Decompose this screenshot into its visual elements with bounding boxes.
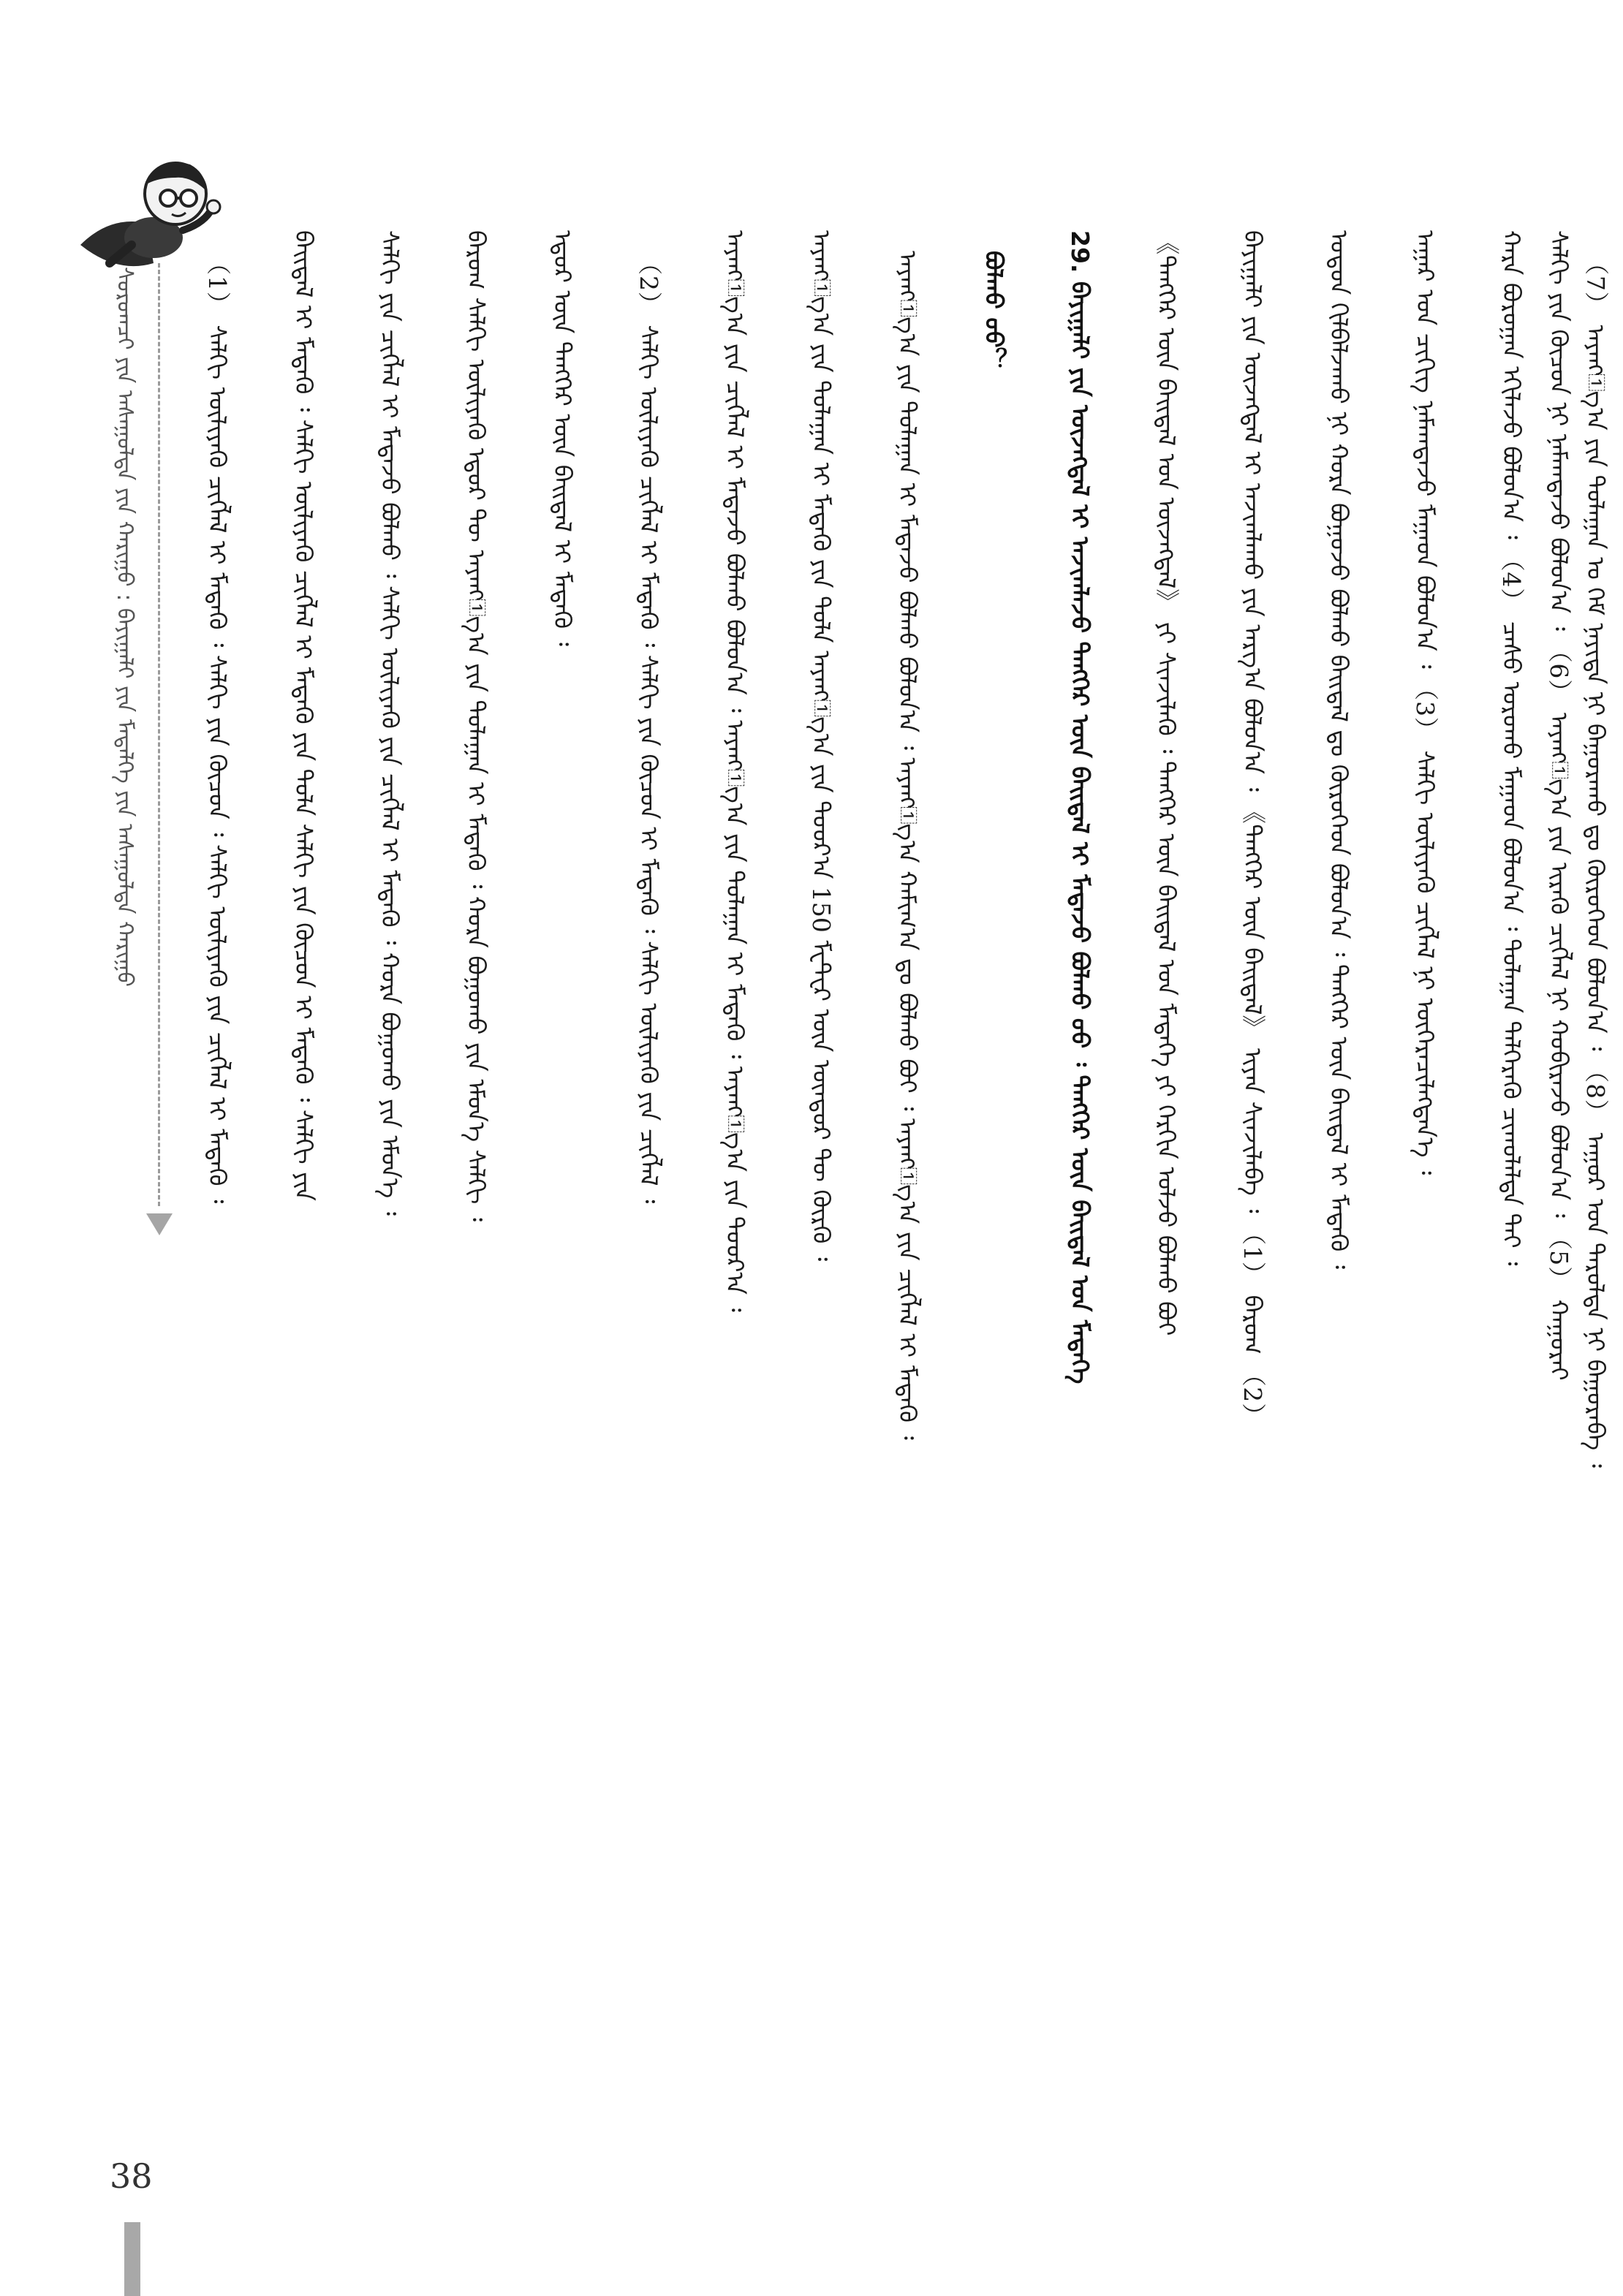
- text-column-16: ᠬᠠᠷᠠ ᠪᠣᠷᠤᠭᠠᠨ ᠡᠬᠢᠯᠡᠵᠦ ᠪᠣᠯᠤᠨ᠎ᠠ ᠄ （4） ᠴᠠᠰᠤ ᠣᠷᠣᠬᠤ ᠮᠠᠭᠠᠳ ᠪᠣᠯᠤᠨ᠎ᠠ ᠄ ᠳᠤᠯᠠᠭᠠᠨ ᠳᠡᠯᠭᠡᠷᠡᠬᠦ ᠴᠢᠬᠤᠯᠠᠯᠲᠠ ᠲᠠᠢ ᠄: [1497, 230, 1526, 1266]
- page-number: 38: [110, 2156, 153, 2196]
- text-column-17: ᠰᠠᠯᠬᠢ ᠶᠢᠨ ᠬᠦᠴᠦᠨ ᠨᠢ ᠨᠡᠮᠡᠭ᠍ᠳᠡᠵᠦ ᠪᠣᠯᠤᠨ᠎ᠠ ᠄ （6） ᠠᠶᠠᠩ᠋ᠭ᠎ᠠ ᠶᠢᠨ ᠢᠷᠡᠬᠦ ᠴᠢᠭᠯᠡᠯ ᠨᠢ ᠬᠤᠪᠢᠷᠠᠵᠤ ᠪᠣᠯᠤᠨ᠎ᠠ ᠄ （5） ᠬᠠᠭᠤᠷᠠᠢ: [1545, 230, 1573, 1381]
- text-column-7: ᠠᠶᠠᠩ᠋ᠭ᠎ᠠ ᠶᠢᠨ ᠴᠢᠭᠯᠡᠯ ᠢ ᠮᠡᠳᠡᠵᠦ ᠪᠣᠯᠬᠤ ᠪᠣᠯᠤᠨ᠎ᠠ ᠄ ᠠᠶᠠᠩ᠋ᠭ᠎ᠠ ᠶᠢᠨ ᠳᠤᠯᠠᠭᠠᠨ ᠢ ᠮᠡᠳᠡᠬᠦ ᠄ ᠠᠶᠠᠩ᠋ᠭ᠎ᠠ ᠶᠢᠨ ᠳᠣᠣᠷ᠎ᠠ ᠄: [721, 230, 749, 1312]
- text-column-6: （2） ᠰᠠᠯᠬᠢ ᠦᠯᠢᠶᠡᠬᠦ ᠴᠢᠭᠯᠡᠯ ᠢ ᠮᠡᠳᠡᠬᠦ ᠄ ᠰᠠᠯᠬᠢ ᠶᠢᠨ ᠬᠦᠴᠦᠨ ᠢ ᠮᠡᠳᠡᠬᠦ ᠄ ᠰᠠᠯᠬᠢ ᠦᠯᠢᠶᠡᠬᠦ ᠶᠢᠨ ᠴᠢᠭᠯᠡᠯ ᠄: [635, 251, 663, 1204]
- header-divider: [158, 263, 160, 1206]
- running-header-text: ᠰᠤᠷᠤᠭᠴᠢ ᠶᠢᠨ ᠠᠰᠠᠭᠤᠯᠲᠠ ᠶᠢᠨ ᠬᠠᠷᠢᠭᠤ : ᠪᠠᠶᠢᠭᠠᠯᠢ ᠶᠢᠨ ᠮᠡᠳᠡᠯᠭᠡ ᠶᠢᠨ ᠠᠰᠠᠭᠤᠯᠲᠠ ᠬᠠᠷᠢᠭᠤ: [112, 267, 137, 987]
- text-column-5: ᠡᠳᠦᠷ ᠦᠨ ᠲᠡᠩᠭᠡᠷ ᠦᠨ ᠪᠠᠢᠳᠠᠯ ᠢ ᠮᠡᠳᠡᠬᠦ ᠄: [548, 230, 577, 646]
- text-column-18: （7） ᠠᠶᠠᠩ᠋ᠭ᠎ᠠ ᠶᠢᠨ ᠳᠤᠯᠠᠭᠠᠨ ᠤ ᠬᠡᠮ ᠨᠡᠶᠢᠲᠡ ᠨᠢ ᠪᠠᠭᠤᠷᠠᠬᠤ ᠳᠤ ᠬᠦᠷᠦᠭᠡᠳ ᠪᠣᠯᠤᠨ᠎ᠠ ᠄ （8） ᠠᠭᠤᠷ ᠤᠨ ᠳᠠᠷᠤᠯᠲᠠ ᠨᠢ ᠪᠠᠭᠤᠷᠠᠪᠠ ᠄: [1581, 251, 1610, 1468]
- footer-bar: [124, 2222, 140, 2296]
- triangle-marker-icon: [146, 1213, 173, 1235]
- running-header: [102, 267, 146, 1210]
- question-title-line-2: ᠪᠣᠯᠬᠤ ᠤᠤ？: [980, 251, 1008, 372]
- text-column-13: ᠪᠠᠶᠢᠭᠠᠯᠢ ᠶᠢᠨ ᠦᠵᠡᠭᠳᠡᠯ ᠢ ᠠᠵᠢᠭᠯᠠᠬᠤ ᠶᠢᠨ ᠠᠷᠭ᠎ᠠ ᠪᠣᠯᠤᠨ᠎ᠠ ᠄ 《ᠲᠡᠩᠭᠡᠷ ᠦᠨ ᠪᠠᠢᠳᠠᠯ》 ᠢᠶᠡᠨ ᠰᠢᠨᠵᠢᠯᠡᠪᠡ ᠄ （1） ᠪᠠᠷᠤᠭ （2）: [1238, 230, 1267, 1428]
- text-column-2: ᠪᠠᠢᠳᠠᠯ ᠢ ᠮᠡᠳᠡᠬᠦ ᠄ ᠰᠠᠯᠬᠢ ᠦᠯᠢᠶᠡᠬᠦ ᠴᠢᠭᠯᠡᠯ ᠢ ᠮᠡᠳᠡᠬᠦ ᠶᠢᠨ ᠲᠤᠯᠠ ᠰᠠᠯᠬᠢ ᠶᠢᠨ ᠬᠦᠴᠦᠨ ᠢ ᠮᠡᠳᠡᠬᠦ ᠄ ᠰᠠᠯᠬᠢ ᠶᠢᠨ: [290, 230, 318, 1202]
- text-column-8: ᠠᠶᠠᠩ᠋ᠭ᠎ᠠ ᠶᠢᠨ ᠳᠤᠯᠠᠭᠠᠨ ᠢ ᠮᠡᠳᠡᠬᠦ ᠶᠢᠨ ᠲᠤᠯᠠ ᠠᠶᠠᠩ᠋ᠭ᠎ᠠ ᠶᠢᠨ ᠳᠣᠣᠷ᠎ᠠ 150 ᠮᠧᠲᠧᠷ ᠦᠨ ᠥᠨᠳᠥᠷ ᠲᠦ ᠬᠦᠷᠬᠦ ᠄: [807, 230, 836, 1262]
- text-column-3: ᠰᠠᠯᠬᠢ ᠶᠢᠨ ᠴᠢᠭᠯᠡᠯ ᠢ ᠮᠡᠳᠡᠵᠦ ᠪᠣᠯᠬᠤ ᠄ ᠰᠠᠯᠬᠢ ᠦᠯᠢᠶᠡᠬᠦ ᠶᠢᠨ ᠴᠢᠭᠯᠡᠯ ᠢ ᠮᠡᠳᠡᠬᠦ ᠄ ᠬᠤᠷᠠ ᠪᠤᠭᠤᠬᠤ ᠶᠢᠨ ᠡᠮᠦᠨ᠎ᠡ ᠄: [376, 230, 404, 1216]
- question-title-line-1: 29. ᠪᠠᠶᠢᠭᠠᠯᠢ ᠶᠢᠨ ᠦᠵᠡᠭᠳᠡᠯ ᠢ ᠠᠵᠢᠭᠯᠠᠵᠤ ᠲᠡᠩᠭᠡᠷ ᠦᠨ ᠪᠠᠢᠳᠠᠯ ᠢ ᠮᠡᠳᠡᠵᠦ ᠪᠣᠯᠬᠤ ᠤᠤ ᠄ ᠲᠡᠩᠭᠡᠷ ᠦᠨ ᠪᠠᠢᠳᠠᠯ ᠤᠨ ᠮᠡᠳᠡᠭᠡ: [1066, 230, 1094, 1384]
- text-column-14: ᠣᠳᠤᠨ ᠭᠢᠯᠪᠠᠯᠵᠠᠬᠤ ᠨᠢ ᠬᠤᠷᠠ ᠪᠤᠭᠤᠵᠤ ᠪᠣᠯᠬᠤ ᠪᠠᠢᠳᠠᠯ ᠳᠤ ᠬᠦᠷᠦᠭᠡᠳ ᠪᠣᠯᠤᠨ᠎ᠠ ᠄ ᠲᠡᠩᠭᠡᠷ ᠦᠨ ᠪᠠᠢᠳᠠᠯ ᠢ ᠮᠡᠳᠡᠬᠦ ᠄: [1325, 230, 1353, 1270]
- text-column-9: ᠠᠶᠠᠩ᠋ᠭ᠎ᠠ ᠶᠢᠨ ᠳᠤᠯᠠᠭᠠᠨ ᠢ ᠮᠡᠳᠡᠵᠦ ᠪᠣᠯᠬᠤ ᠪᠣᠯᠤᠨ᠎ᠠ ᠄ ᠠᠶᠠᠩ᠋ᠭ᠎ᠠ ᠬᠠᠮᠢᠭ᠎ᠠ ᠳᠤ ᠪᠣᠯᠬᠤ ᠪᠤᠢ ᠄ ᠠᠶᠠᠩ᠋ᠭ᠎ᠠ ᠶᠢᠨ ᠴᠢᠭᠯᠡᠯ ᠢ ᠮᠡᠳᠡᠬᠦ ᠄: [893, 251, 922, 1440]
- text-column-1: （1） ᠰᠠᠯᠬᠢ ᠦᠯᠢᠶᠡᠬᠦ ᠴᠢᠭᠯᠡᠯ ᠢ ᠮᠡᠳᠡᠬᠦ ᠄ ᠰᠠᠯᠬᠢ ᠶᠢᠨ ᠬᠦᠴᠦᠨ ᠄ ᠰᠠᠯᠬᠢ ᠦᠯᠢᠶᠡᠬᠦ ᠶᠢᠨ ᠴᠢᠭᠯᠡᠯ ᠢ ᠮᠡᠳᠡᠬᠦ ᠄: [203, 251, 232, 1204]
- text-column-12: 《ᠲᠡᠩᠭᠡᠷ ᠦᠨ ᠪᠠᠢᠳᠠᠯ ᠤᠨ ᠦᠵᠡᠭᠳᠡᠯ》 ᠶᠢ ᠰᠢᠨᠵᠢᠯᠡᠬᠦ ᠄ ᠲᠡᠩᠭᠡᠷ ᠦᠨ ᠪᠠᠢᠳᠠᠯ ᠤᠨ ᠮᠡᠳᠡᠭᠡ ᠶᠢ ᠬᠡᠷᠬᠢᠨ ᠣᠯᠵᠤ ᠪᠣᠯᠬᠤ ᠪᠤᠢ: [1152, 230, 1181, 1336]
- text-column-15: ᠠᠭᠠᠷ ᠤᠨ ᠴᠢᠭᠢᠭ ᠨᠡᠮᠡᠭ᠍ᠳᠡᠵᠦ ᠮᠠᠭᠠᠳ ᠪᠣᠯᠤᠨ᠎ᠠ ᠄ （3） ᠰᠠᠯᠬᠢ ᠦᠯᠢᠶᠡᠬᠦ ᠴᠢᠭᠯᠡᠯ ᠨᠢ ᠥᠭᠡᠷᠡᠴᠢᠯᠡᠭᠳᠡᠨ᠎ᠡ ᠄: [1411, 230, 1439, 1175]
- text-column-4: ᠪᠠᠷᠤᠭ ᠰᠠᠯᠬᠢ ᠦᠯᠢᠶᠡᠬᠦ ᠡᠳᠦᠷ ᠲᠦ ᠠᠶᠠᠩ᠋ᠭ᠎ᠠ ᠶᠢᠨ ᠳᠤᠯᠠᠭᠠᠨ ᠢ ᠮᠡᠳᠡᠬᠦ ᠄ ᠬᠤᠷᠠ ᠪᠤᠭᠤᠬᠤ ᠶᠢᠨ ᠡᠮᠦᠨ᠎ᠡ ᠰᠠᠯᠬᠢ ᠄: [462, 230, 491, 1222]
